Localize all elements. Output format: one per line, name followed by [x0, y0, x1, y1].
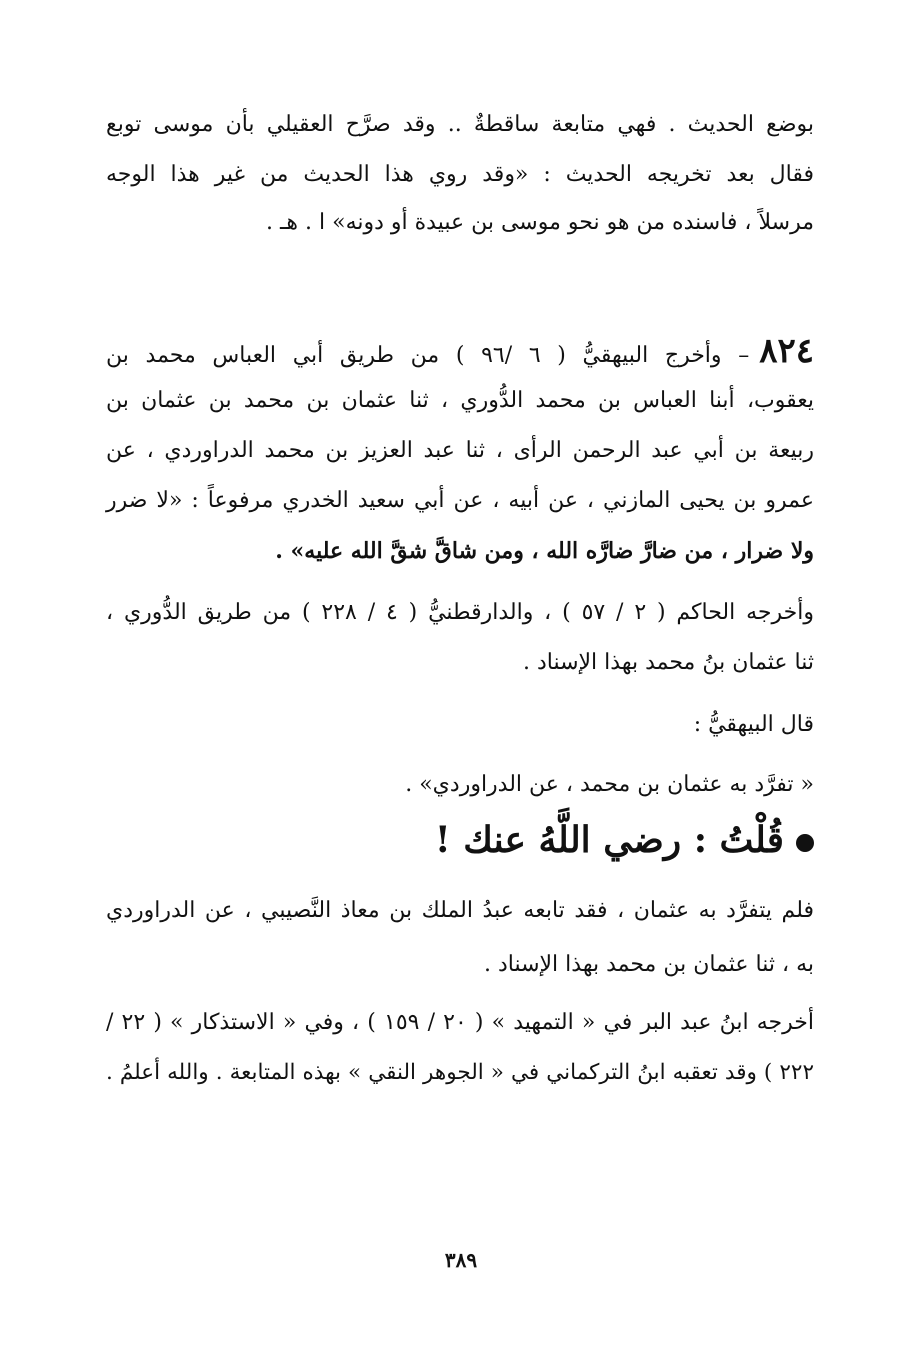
hadith-line-1-text: – وأخرج البيهقيُّ ( ٦ /٩٦ ) من طريق أبي العباس محمد بن [106, 343, 750, 368]
hadith-line-4: عمرو بن يحيى المازني ، عن أبيه ، عن أبي سعيد الخدري مرفوعاً : «لا ضرر [106, 488, 814, 513]
takhrij-line-1: وأخرجه الحاكم ( ٢ / ٥٧ ) ، والدارقطنيُّ ( ٤ / ٢٢٨ ) من طريق الدُّوري ، [106, 600, 814, 625]
intro-line-1: بوضع الحديث . فهي متابعة ساقطةٌ .. وقد صرَّح العقيلي بأن موسى توبع [106, 112, 814, 137]
page-number: ٣٨٩ [444, 1248, 478, 1272]
section-heading-text: قُلْتُ : رضي اللَّهُ عنك ! [434, 819, 784, 861]
final-line-2: ٢٢٢ ) وقد تعقبه ابنُ التركماني في « الجوهر النقي » بهذه المتابعة . والله أعلمُ . [106, 1060, 814, 1085]
bayhaqi-quote: « تفرَّد به عثمان بن محمد ، عن الدراوردي» . [405, 772, 814, 797]
hadith-number: ٨٢٤ [759, 331, 814, 371]
hadith-line-5: ولا ضرار ، من ضارَّ ضارَّه الله ، ومن شاقَّ شقَّ الله عليه» . [275, 538, 814, 564]
bayhaqi-label: قال البيهقيُّ : [693, 712, 814, 737]
section-heading [434, 819, 814, 861]
hadith-line-3: ربيعة بن أبي عبد الرحمن الرأى ، ثنا عبد العزيز بن محمد الدراوردي ، عن [106, 438, 814, 463]
comment-line-2: به ، ثنا عثمان بن محمد بهذا الإسناد . [483, 952, 814, 977]
hadith-line-1 [106, 331, 814, 371]
takhrij-line-2: ثنا عثمان بنُ محمد بهذا الإسناد . [522, 650, 814, 675]
bullet-icon [796, 834, 814, 852]
intro-line-3: مرسلاً ، فاسنده من هو نحو موسى بن عبيدة أو دونه» ا . هـ . [266, 210, 814, 235]
intro-line-2: فقال بعد تخريجه الحديث : «وقد روي هذا الحديث من غير هذا الوجه [106, 162, 814, 187]
final-line-1: أخرجه ابنُ عبد البر في « التمهيد » ( ٢٠ / ١٥٩ ) ، وفي « الاستذكار » ( ٢٢ / [106, 1010, 814, 1035]
comment-line-1: فلم يتفرَّد به عثمان ، فقد تابعه عبدُ الملك بن معاذ النَّصيبي ، عن الدراوردي [106, 898, 814, 923]
hadith-line-2: يعقوب، أبنا العباس بن محمد الدُّوري ، ثنا عثمان بن محمد بن عثمان بن [106, 388, 814, 413]
